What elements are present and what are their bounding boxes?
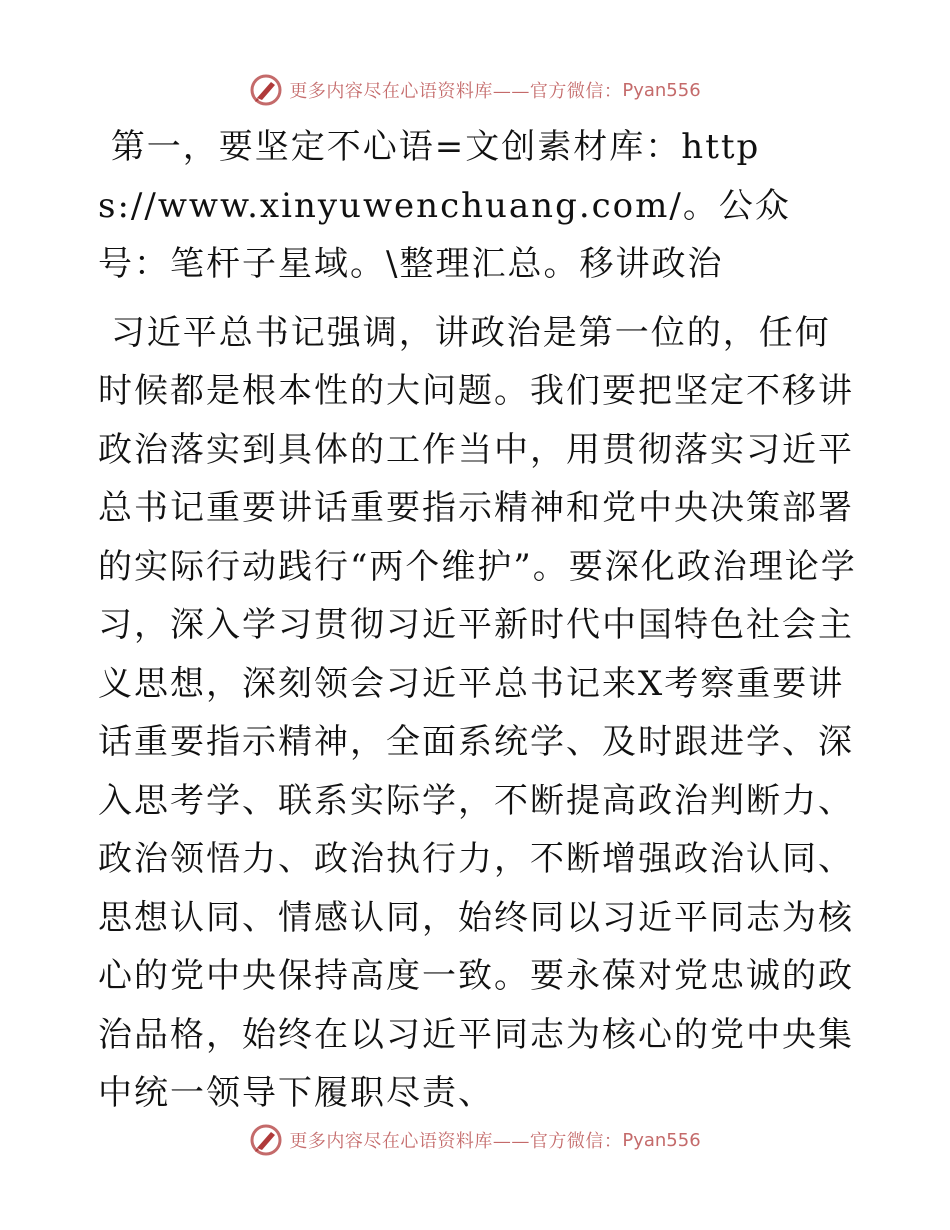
paragraph-body: 习近平总书记强调，讲政治是第一位的，任何时候都是根本性的大问题。我们要把坚定不移讲政治落实到具体的工作当中，用贯彻落实习近平总书记重要讲话重要指示精神和党中央决策部署的实际行动践行“两个维护”。要深化政治理论学习，深入学习贯彻习近平新时代中国特色社会主义思想，深刻领会习近平总书记来X考察重要讲话重要指示精神，全面系统学、及时跟进学、深入思考学、联系实际学，不断提高政治判断力、政治领悟力、政治执行力，不断增强政治认同、思想认同、情感认同，始终同以习近平同志为核心的党中央保持高度一致。要永葆对党忠诚的政治品格，始终在以习近平同志为核心的党中央集中统一领导下履职尽责、 xyxy=(98,312,857,1113)
document-body xyxy=(98,118,858,1123)
pen-logo-icon xyxy=(249,1123,283,1157)
header-watermark xyxy=(0,68,950,112)
footer-watermark xyxy=(0,1118,950,1162)
watermark-text: 更多内容尽在心语资料库——官方微信： xyxy=(289,81,623,102)
watermark-wechat-id: Pyan556 xyxy=(622,79,701,101)
watermark-text: 更多内容尽在心语资料库——官方微信： xyxy=(289,1131,623,1152)
paragraph-heading: 第一，要坚定不心语=文创素材库：https://www.xinyuwenchuang.com/。公众号：笔杆子星域。\整理汇总。移讲政治 xyxy=(98,127,791,284)
watermark-wechat-id: Pyan556 xyxy=(622,1129,701,1151)
pen-logo-icon xyxy=(249,73,283,107)
